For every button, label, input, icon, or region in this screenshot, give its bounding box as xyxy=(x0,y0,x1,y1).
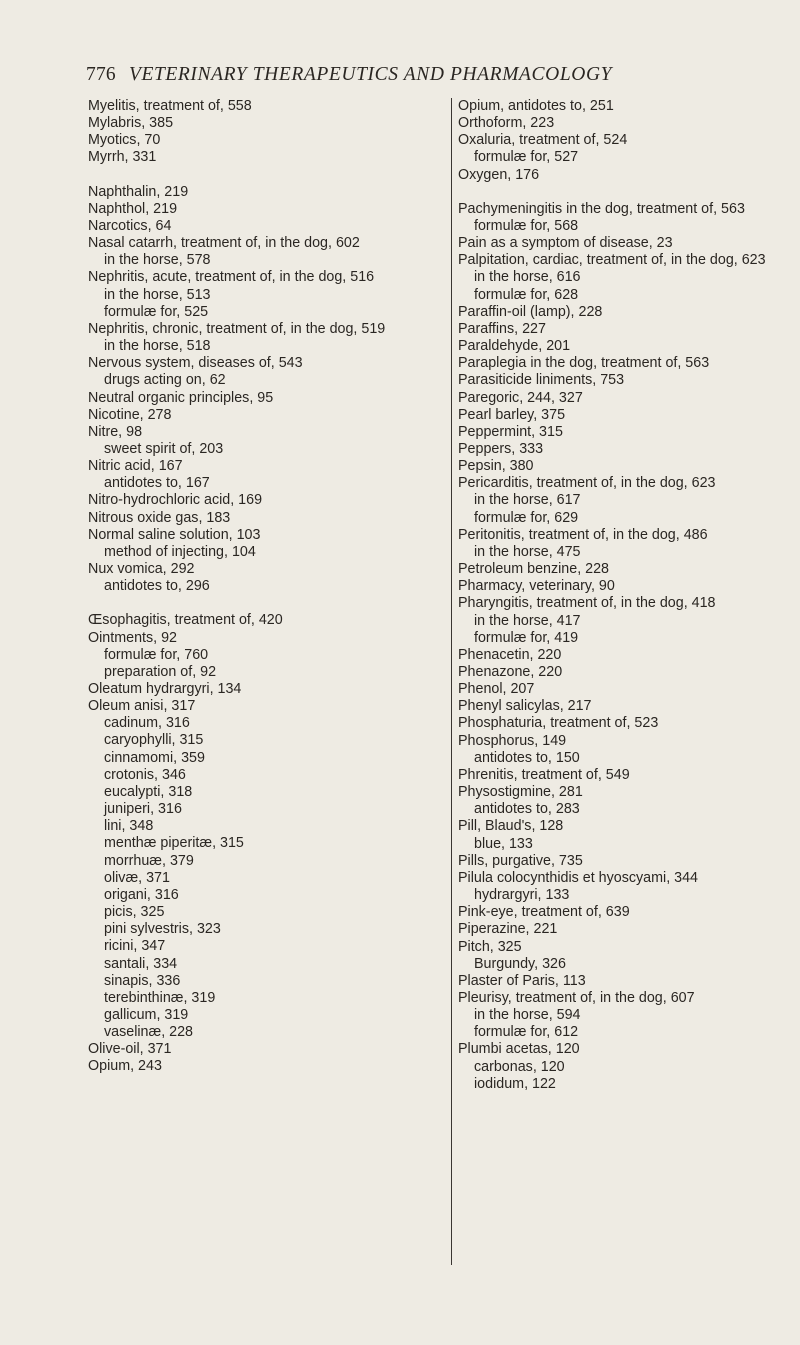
index-entry: Petroleum benzine, 228 xyxy=(458,561,610,578)
letter-group-gap xyxy=(88,595,430,612)
index-entry: Nitre, 98 xyxy=(88,423,143,440)
index-subentry: hydrargyri, 133 xyxy=(474,887,570,904)
index-subentry: antidotes to, 296 xyxy=(104,578,210,595)
index-subentry: carbonas, 120 xyxy=(474,1058,565,1075)
index-subentry: drugs acting on, 62 xyxy=(104,372,226,389)
index-subentry: terebinthinæ, 319 xyxy=(104,989,216,1006)
index-subentry: origani, 316 xyxy=(104,886,179,903)
index-subentry: crotonis, 346 xyxy=(104,766,186,783)
index-subentry: ricini, 347 xyxy=(104,938,166,955)
index-entry: Myelitis, treatment of, 558 xyxy=(88,98,252,114)
index-entry: Opium, antidotes to, 251 xyxy=(458,98,614,114)
column-divider xyxy=(451,98,452,1265)
index-entry: Phenol, 207 xyxy=(458,681,535,698)
index-subentry: cinnamomi, 359 xyxy=(104,749,205,766)
index-entry: Plaster of Paris, 113 xyxy=(458,972,586,989)
index-subentry: formulæ for, 612 xyxy=(474,1024,579,1041)
index-entry: Pill, Blaud's, 128 xyxy=(458,818,564,835)
index-entry: Pepsin, 380 xyxy=(458,458,534,475)
index-subentry: in the horse, 417 xyxy=(474,612,581,629)
index-subentry: menthæ piperitæ, 315 xyxy=(104,835,244,852)
index-subentry: caryophylli, 315 xyxy=(104,732,204,749)
index-subentry: lini, 348 xyxy=(104,818,154,835)
index-entry: Peppers, 333 xyxy=(458,440,544,457)
index-entry: Nitrous oxide gas, 183 xyxy=(88,509,231,526)
index-subentry: antidotes to, 150 xyxy=(474,749,580,766)
index-entry: Orthoform, 223 xyxy=(458,115,555,132)
index-column-right xyxy=(458,98,798,1093)
index-subentry: antidotes to, 167 xyxy=(104,475,210,492)
index-entry: Nasal catarrh, treatment of, in the dog, 602 xyxy=(88,235,360,252)
index-entry: Phenacetin, 220 xyxy=(458,646,562,663)
index-entry: Olive-oil, 371 xyxy=(88,1041,172,1058)
index-subentry: picis, 325 xyxy=(104,904,165,921)
running-title: VETERINARY THERAPEUTICS AND PHARMACOLOGY xyxy=(128,64,613,85)
index-entry: Myotics, 70 xyxy=(88,132,161,149)
index-column-left xyxy=(88,98,430,1076)
index-entry: Pills, purgative, 735 xyxy=(458,852,583,869)
index-entry: Paraffins, 227 xyxy=(458,320,546,337)
index-entry: Pleurisy, treatment of, in the dog, 607 xyxy=(458,989,695,1006)
index-entry: Phosphorus, 149 xyxy=(458,732,567,749)
index-subentry: olivæ, 371 xyxy=(104,869,170,886)
index-entry: Pearl barley, 375 xyxy=(458,406,566,423)
index-entry: Normal saline solution, 103 xyxy=(88,526,261,543)
index-entry: Oleatum hydrargyri, 134 xyxy=(88,681,242,697)
index-subentry: in the horse, 594 xyxy=(474,1007,581,1024)
index-subentry: iodidum, 122 xyxy=(474,1075,556,1092)
index-entry: Phosphaturia, treatment of, 523 xyxy=(458,715,659,732)
index-subentry: blue, 133 xyxy=(474,835,533,852)
index-entry: Œsophagitis, treatment of, 420 xyxy=(88,612,283,629)
index-subentry: formulæ for, 568 xyxy=(474,217,579,234)
index-subentry: juniperi, 316 xyxy=(104,801,182,818)
index-subentry: sweet spirit of, 203 xyxy=(104,440,224,457)
page-number: 776 xyxy=(86,64,116,85)
index-subentry: in the horse, 513 xyxy=(104,286,211,303)
index-entry: Myrrh, 331 xyxy=(88,149,157,166)
index-entry: Naphthalin, 219 xyxy=(88,183,189,200)
index-subentry: formulæ for, 760 xyxy=(104,646,209,663)
index-entry: Peppermint, 315 xyxy=(458,423,563,440)
index-subentry: formulæ for, 525 xyxy=(104,303,209,320)
letter-group-gap xyxy=(88,167,430,184)
index-entry: Nicotine, 278 xyxy=(88,406,172,423)
index-entry: Piperazine, 221 xyxy=(458,921,558,938)
index-subentry: in the horse, 578 xyxy=(104,252,211,269)
index-entry: Pink-eye, treatment of, 639 xyxy=(458,904,630,921)
index-entry: Phenazone, 220 xyxy=(458,664,563,680)
index-entry: Pachymeningitis in the dog, treatment of, 563 xyxy=(458,200,745,217)
index-subentry: Burgundy, 326 xyxy=(474,955,566,972)
index-subentry: eucalypti, 318 xyxy=(104,783,193,800)
index-entry: Mylabris, 385 xyxy=(88,115,174,132)
index-subentry: gallicum, 319 xyxy=(104,1006,189,1023)
index-entry: Paraplegia in the dog, treatment of, 563 xyxy=(458,355,710,372)
index-entry: Pain as a symptom of disease, 23 xyxy=(458,235,673,252)
index-subentry: antidotes to, 283 xyxy=(474,801,580,818)
index-entry: Narcotics, 64 xyxy=(88,217,172,234)
index-entry: Nephritis, chronic, treatment of, in the dog, 519 xyxy=(88,320,386,337)
index-entry: Paraffin-oil (lamp), 228 xyxy=(458,303,603,320)
index-subentry: sinapis, 336 xyxy=(104,972,181,989)
index-entry: Nitric acid, 167 xyxy=(88,458,183,475)
index-entry: Nux vomica, 292 xyxy=(88,561,195,578)
index-entry: Paraldehyde, 201 xyxy=(458,338,571,355)
index-subentry: method of injecting, 104 xyxy=(104,543,256,560)
index-entry: Oxygen, 176 xyxy=(458,166,540,183)
index-subentry: vaselinæ, 228 xyxy=(104,1024,194,1041)
index-subentry: formulæ for, 419 xyxy=(474,629,579,646)
index-entry: Opium, 243 xyxy=(88,1058,162,1075)
index-subentry: in the horse, 518 xyxy=(104,338,211,355)
index-entry: Phenyl salicylas, 217 xyxy=(458,698,592,715)
index-entry: Parasiticide liniments, 753 xyxy=(458,372,625,389)
index-subentry: formulæ for, 629 xyxy=(474,509,579,526)
index-subentry: morrhuæ, 379 xyxy=(104,852,194,869)
index-entry: Phrenitis, treatment of, 549 xyxy=(458,766,630,783)
index-subentry: formulæ for, 527 xyxy=(474,149,579,166)
index-subentry: cadinum, 316 xyxy=(104,715,190,732)
index-entry: Pericarditis, treatment of, in the dog, 623 xyxy=(458,475,716,492)
index-entry: Pitch, 325 xyxy=(458,938,522,955)
index-entry: Pharyngitis, treatment of, in the dog, 418 xyxy=(458,595,716,612)
index-entry: Peritonitis, treatment of, in the dog, 486 xyxy=(458,526,708,543)
index-subentry: in the horse, 616 xyxy=(474,269,581,286)
index-entry: Plumbi acetas, 120 xyxy=(458,1041,580,1058)
index-entry: Oxaluria, treatment of, 524 xyxy=(458,132,628,149)
page-header xyxy=(86,64,786,86)
index-subentry: in the horse, 617 xyxy=(474,492,581,509)
index-entry: Nitro-hydrochloric acid, 169 xyxy=(88,492,263,509)
index-subentry: pini sylvestris, 323 xyxy=(104,921,221,938)
index-entry: Nephritis, acute, treatment of, in the dog, 516 xyxy=(88,269,375,286)
index-entry: Pharmacy, veterinary, 90 xyxy=(458,578,615,595)
index-entry: Neutral organic principles, 95 xyxy=(88,389,274,406)
letter-group-gap xyxy=(458,184,798,201)
index-entry: Oleum anisi, 317 xyxy=(88,698,196,715)
index-subentry: in the horse, 475 xyxy=(474,543,581,560)
index-subentry: preparation of, 92 xyxy=(104,663,217,680)
index-entry: Nervous system, diseases of, 543 xyxy=(88,355,303,372)
index-subentry: formulæ for, 628 xyxy=(474,286,579,303)
index-entry: Palpitation, cardiac, treatment of, in the dog, 623 xyxy=(458,252,766,269)
index-subentry: santali, 334 xyxy=(104,955,178,972)
index-entry: Ointments, 92 xyxy=(88,629,177,646)
index-entry: Paregoric, 244, 327 xyxy=(458,389,583,406)
index-entry: Physostigmine, 281 xyxy=(458,784,583,801)
index-entry: Naphthol, 219 xyxy=(88,200,178,217)
index-entry: Pilula colocynthidis et hyoscyami, 344 xyxy=(458,869,698,886)
